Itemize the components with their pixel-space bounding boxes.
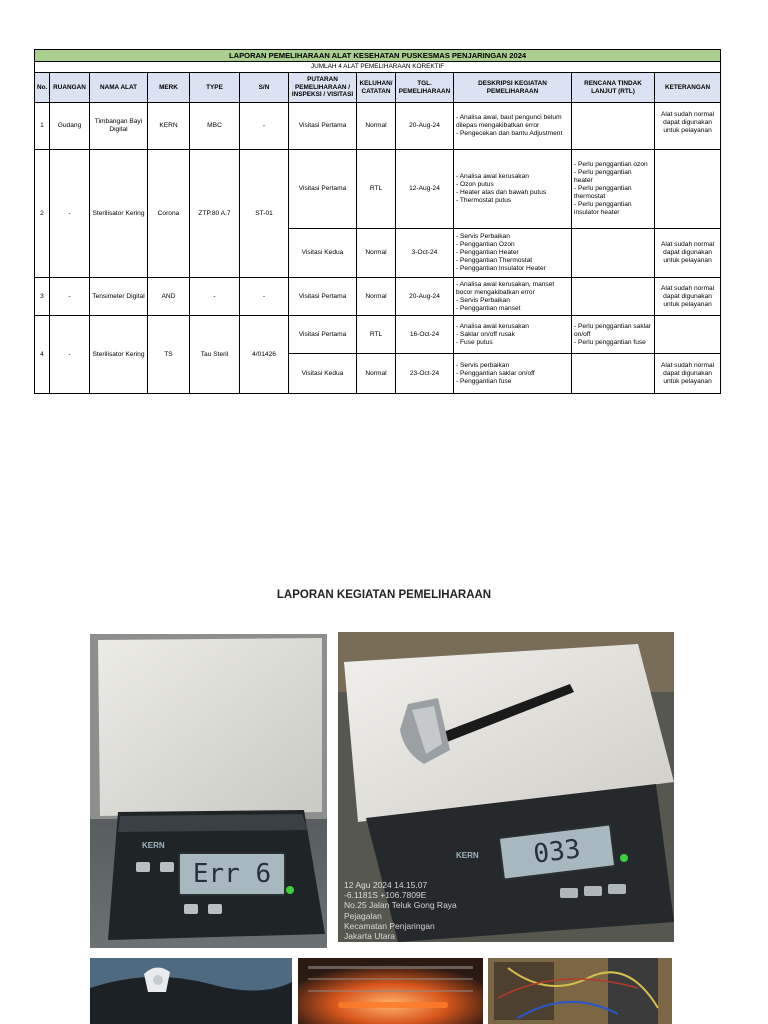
photo-cuff-part (90, 958, 292, 1024)
photo-heater-glow (298, 958, 483, 1024)
cell-deskripsi: - Analisa awal kerusakan - Saklar on/off rusak - Fuse putus (454, 316, 572, 354)
cell-rencana (572, 103, 655, 150)
photo-section-title: LAPORAN KEGIATAN PEMELIHARAAN (276, 589, 492, 601)
cell-merk: AND (148, 278, 190, 316)
cell-no: 3 (35, 278, 50, 316)
table-row (35, 150, 721, 229)
maintenance-report (34, 49, 720, 394)
table-row (35, 278, 721, 316)
cell-type: MBC (190, 103, 240, 150)
power-led (620, 854, 628, 862)
cell-merk: TS (148, 316, 190, 394)
cell-keterangan: Alat sudah normal dapat digunakan untuk pelayanan (655, 278, 721, 316)
header-merk: MERK (148, 73, 190, 103)
cell-type: ZTP.80 A.7 (190, 150, 240, 278)
cell-keterangan: Alat sudah normal dapat digunakan untuk pelayanan (655, 103, 721, 150)
cell-tgl: 20-Aug-24 (396, 103, 454, 150)
cell-deskripsi: - Servis Perbaikan - Penggantian Ozon - Penggantian Heater - Penggantian Thermostat - Penggantian Insulator Heater (454, 229, 572, 278)
header-keterangan: KETERANGAN (655, 73, 721, 103)
photo-scale-hammer (338, 632, 674, 942)
cell-keterangan (655, 316, 721, 354)
cell-rencana (572, 278, 655, 316)
cell-nama-alat: Tensimeter Digital (90, 278, 148, 316)
scale-brand: KERN (142, 841, 165, 850)
cell-rencana: - Perlu penggantian ozon - Perlu penggantian heater - Perlu penggantian thermostat - Perlu penggantian insulator heater (572, 150, 655, 229)
cell-deskripsi: - Analisa awal kerusakan - Ozon putus - Heater atas dan bawah putus - Thermostat putus (454, 150, 572, 229)
cell-tgl: 20-Aug-24 (396, 278, 454, 316)
photo-scale-error (90, 634, 327, 948)
heater-glow-illustration (298, 958, 483, 1024)
cell-type: Tau Steril (190, 316, 240, 394)
heater-element (338, 1002, 448, 1008)
cell-tgl: 12-Aug-24 (396, 150, 454, 229)
cuff-part-illustration (90, 958, 292, 1024)
cell-putaran: Visitasi Kedua (289, 229, 357, 278)
cell-no: 2 (35, 150, 50, 278)
photo-wiring (488, 958, 672, 1024)
header-deskripsi: DESKRIPSI KEGIATAN PEMELIHARAAN (454, 73, 572, 103)
cell-ruangan: Gudang (50, 103, 90, 150)
timestamp-overlay: 12 Agu 2024 14.15.07 -6.1181S +106.7809E No.25 Jalan Teluk Gong Raya Pejagalan Kecamatan Penjaringan Jakarta Utara (344, 880, 457, 942)
cell-putaran: Visitasi Pertama (289, 316, 357, 354)
scale-display: 033 (498, 823, 617, 881)
cell-tgl: 16-Oct-24 (396, 316, 454, 354)
cell-putaran: Visitasi Kedua (289, 354, 357, 394)
cell-putaran: Visitasi Pertama (289, 150, 357, 229)
cell-rencana: - Perlu penggantian saklar on/off - Perlu penggantian fuse (572, 316, 655, 354)
scale-display: Err 6 (178, 852, 286, 896)
cell-rencana (572, 229, 655, 278)
cell-ruangan: - (50, 150, 90, 278)
cell-no: 1 (35, 103, 50, 150)
cell-nama-alat: Sterilisator Kering (90, 316, 148, 394)
cell-keterangan (655, 150, 721, 229)
cell-keluhan: RTL (357, 150, 396, 229)
cell-sn: 4/01426 (240, 316, 289, 394)
header-no: No. (35, 73, 50, 103)
scale-error-illustration (90, 634, 327, 948)
report-subtitle: JUMLAH 4 ALAT PEMELIHARAAN KOREKTIF (35, 62, 721, 73)
cell-merk: Corona (148, 150, 190, 278)
cell-tgl: 3-Oct-24 (396, 229, 454, 278)
cell-putaran: Visitasi Pertama (289, 103, 357, 150)
report-table (34, 49, 721, 394)
cell-putaran: Visitasi Pertama (289, 278, 357, 316)
header-sn: S/N (240, 73, 289, 103)
report-title: LAPORAN PEMELIHARAAN ALAT KESEHATAN PUSKESMAS PENJARINGAN 2024 (35, 50, 721, 62)
header-tgl: TGL. PEMELIHARAAN (396, 73, 454, 103)
header-ruangan: RUANGAN (50, 73, 90, 103)
cell-deskripsi: - Analisa awal kerusakan, manset bocor mengakibatkan error - Servis Perbaikan - Penggantian manset (454, 278, 572, 316)
cell-ruangan: - (50, 316, 90, 394)
cell-keluhan: Normal (357, 103, 396, 150)
scale-brand: KERN (456, 851, 479, 860)
cell-tgl: 23-Oct-24 (396, 354, 454, 394)
cell-type: - (190, 278, 240, 316)
cell-deskripsi: - Analisa awal, baut pengunci belum dilepas mengakibatkan error - Pengecekan dan bantu Adjustment (454, 103, 572, 150)
cell-keluhan: Normal (357, 229, 396, 278)
cell-deskripsi: - Servis perbaikan - Penggantian saklar on/off - Penggantian fuse (454, 354, 572, 394)
cell-keluhan: RTL (357, 316, 396, 354)
cell-keterangan: Alat sudah normal dapat digunakan untuk pelayanan (655, 229, 721, 278)
header-keluhan: KELUHAN/ CATATAN (357, 73, 396, 103)
header-type: TYPE (190, 73, 240, 103)
header-nama-alat: NAMA ALAT (90, 73, 148, 103)
cell-nama-alat: Sterilisator Kering (90, 150, 148, 278)
cell-sn: ST-01 (240, 150, 289, 278)
cell-rencana (572, 354, 655, 394)
cell-keterangan: Alat sudah normal dapat digunakan untuk pelayanan (655, 354, 721, 394)
cell-ruangan: - (50, 278, 90, 316)
power-led (286, 886, 294, 894)
cell-keluhan: Normal (357, 354, 396, 394)
cell-sn: - (240, 278, 289, 316)
cell-no: 4 (35, 316, 50, 394)
cell-keluhan: Normal (357, 278, 396, 316)
table-row (35, 103, 721, 150)
table-row (35, 316, 721, 354)
header-putaran: PUTARAN PEMELIHARAAN / INSPEKSI / VISITASI (289, 73, 357, 103)
wiring-illustration (488, 958, 672, 1024)
cell-nama-alat: Timbangan Bayi Digital (90, 103, 148, 150)
scale-plate (98, 638, 322, 816)
cell-sn: - (240, 103, 289, 150)
cell-merk: KERN (148, 103, 190, 150)
header-rencana: RENCANA TINDAK LANJUT (RTL) (572, 73, 655, 103)
